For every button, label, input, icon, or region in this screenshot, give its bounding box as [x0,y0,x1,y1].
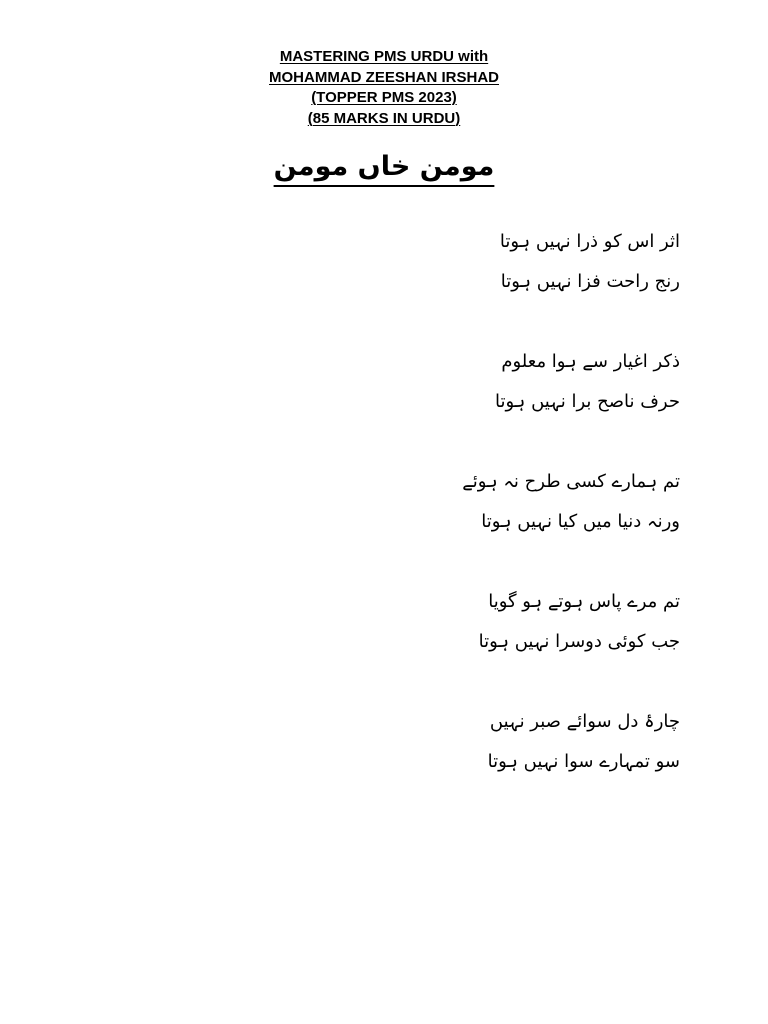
poem-title [0,140,768,194]
document-header [0,47,768,129]
header-line-marks: (85 MARKS IN URDU) [307,109,461,127]
verse-line: سو تمہارے سوا نہیں ہوتا [487,751,680,772]
poem-body [220,222,680,822]
verse-line: تم مرے پاس ہوتے ہو گویا [488,591,680,612]
verse-line: تم ہمارے کسی طرح نہ ہوئے [462,471,680,492]
couplet-2 [220,342,680,422]
verse-line: جب کوئی دوسرا نہیں ہوتا [478,631,680,652]
header-line-course: MASTERING PMS URDU with [279,48,489,65]
header-line-topper: (TOPPER PMS 2023) [311,89,457,106]
couplet-3 [220,462,680,542]
verse-line: ورنہ دنیا میں کیا نہیں ہوتا [481,511,680,532]
poem-title-text: مومن خاں مومن [273,151,495,182]
verse-line: اثر اس کو ذرا نہیں ہوتا [499,231,680,252]
verse-line: ذکر اغیار سے ہوا معلوم [501,351,680,372]
couplet-4 [220,582,680,662]
header-line-author: MOHAMMAD ZEESHAN IRSHAD [269,68,499,86]
verse-line: رنج راحت فزا نہیں ہوتا [500,271,680,292]
couplet-5 [220,702,680,782]
verse-line: حرف ناصح برا نہیں ہوتا [495,391,680,412]
verse-line: چارۂ دل سوائے صبر نہیں [489,711,680,732]
couplet-1 [220,222,680,302]
